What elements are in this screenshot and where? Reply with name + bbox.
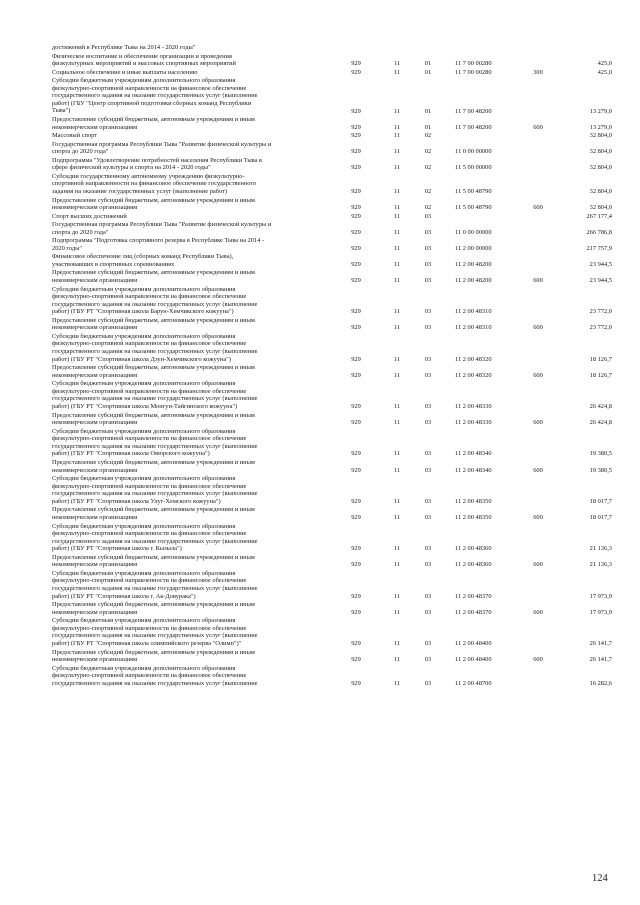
table-row	[0, 649, 640, 664]
code-section: 11	[393, 228, 401, 236]
code-target-article: 11 2 00 48350	[455, 497, 492, 505]
code-org: 929	[351, 592, 361, 600]
code-target-article: 11 0 00 00000	[455, 148, 492, 156]
table-row	[0, 475, 640, 505]
code-org: 929	[351, 545, 361, 553]
code-org: 929	[351, 276, 361, 284]
table-row	[0, 141, 640, 156]
table-row	[0, 617, 640, 647]
code-target-article: 11 2 00 00000	[455, 244, 492, 252]
amount: 16 282,6	[589, 679, 612, 687]
code-subsection: 03	[424, 513, 432, 521]
code-section: 11	[393, 164, 401, 172]
code-subsection: 02	[424, 148, 432, 156]
code-section: 11	[393, 466, 401, 474]
code-section: 11	[393, 324, 401, 332]
table-row	[0, 554, 640, 569]
amount: 23 944,5	[589, 276, 612, 284]
code-expense-type: 600	[533, 466, 543, 474]
code-target-article: 11 2 00 48370	[455, 592, 492, 600]
code-subsection: 03	[424, 656, 432, 664]
amount: 19 380,5	[589, 450, 612, 458]
amount: 32 804,0	[589, 164, 612, 172]
code-section: 11	[393, 60, 401, 68]
code-org: 929	[351, 371, 361, 379]
row-name: Предоставление субсидий бюджетным, автономным учреждениям и иным некоммерческим организациям	[52, 553, 255, 569]
amount: 32 804,0	[589, 188, 612, 195]
code-org: 929	[351, 148, 361, 156]
code-subsection: 01	[424, 123, 432, 131]
row-name: Финансовое обеспечение лиц (сборных команд Республики Тыва), участвовавших в спортивных соревнованиях	[52, 253, 234, 268]
code-target-article: 11 2 00 48320	[455, 355, 492, 363]
code-section: 11	[393, 403, 401, 411]
code-subsection: 01	[424, 60, 432, 68]
code-org: 929	[351, 132, 361, 140]
code-section: 11	[393, 371, 401, 379]
code-section: 11	[393, 107, 401, 115]
code-org: 929	[351, 188, 361, 195]
amount: 13 279,0	[589, 107, 612, 115]
page-number: 124	[592, 873, 608, 884]
row-name: Субсидии бюджетным учреждениям дополнительного образования физкультурно-спортивной направленности на финансовое обеспечение государственного задания на оказание государственных услуг (выполнение работ) (ГБУ "Центр спортивной подготовки сборных команд Республики Тыва")	[52, 77, 258, 115]
code-subsection: 02	[424, 204, 432, 212]
row-name: Социальное обеспечение и иные выплаты населению	[52, 68, 198, 76]
code-section: 11	[393, 640, 401, 648]
amount: 23 772,0	[589, 324, 612, 332]
code-section: 11	[393, 244, 401, 252]
code-target-article: 11 2 00 48350	[455, 513, 492, 521]
row-name: Субсидии бюджетным учреждениям дополнительного образования физкультурно-спортивной направленности на финансовое обеспечение государственного задания на оказание государственных услуг (выполнение работ) (ГБУ РТ "Спортивная школа Монгун-Тайгинского кожууна")	[52, 380, 258, 411]
code-expense-type: 600	[533, 371, 543, 379]
code-expense-type: 600	[533, 204, 543, 212]
code-expense-type: 600	[533, 419, 543, 427]
code-section: 11	[393, 497, 401, 505]
code-org: 929	[351, 679, 361, 687]
row-name: Государственная программа Республики Тыва "Развитие физической культуры и спорта до 2020 года"	[52, 140, 272, 156]
row-name: Предоставление субсидий бюджетным, автономным учреждениям и иным некоммерческим организациям	[52, 364, 255, 379]
code-subsection: 03	[424, 450, 432, 458]
amount: 18 126,7	[589, 371, 612, 379]
code-subsection: 03	[424, 640, 432, 648]
amount: 32 804,0	[589, 132, 612, 140]
table-row	[0, 157, 640, 172]
code-org: 929	[351, 466, 361, 474]
table-row	[0, 286, 640, 316]
code-org: 929	[351, 355, 361, 363]
code-section: 11	[393, 212, 401, 220]
code-target-article: 11 2 00 48330	[455, 419, 492, 427]
table-row	[0, 333, 640, 363]
amount: 425,0	[597, 60, 612, 68]
code-section: 11	[393, 123, 401, 131]
amount: 267 177,4	[586, 212, 612, 220]
amount: 266 786,8	[586, 228, 612, 236]
code-section: 11	[393, 204, 401, 212]
code-section: 11	[393, 188, 401, 195]
row-name: Массовый спорт	[52, 132, 98, 140]
table-row	[0, 197, 640, 212]
row-name: Предоставление субсидий бюджетным, автономным учреждениям и иным некоммерческим организациям	[52, 648, 255, 664]
code-section: 11	[393, 679, 401, 687]
code-section: 11	[393, 592, 401, 600]
table-row	[0, 77, 640, 115]
table-row	[0, 364, 640, 379]
row-name: Субсидии бюджетным учреждениям дополнительного образования физкультурно-спортивной направленности на финансовое обеспечение государственного задания на оказание государственных услуг (выполнение работ) (ГБУ РТ "Спортивная школа Дзун-Хемчикского кожууна")	[52, 332, 258, 363]
code-subsection: 03	[424, 403, 432, 411]
row-name: Предоставление субсидий бюджетным, автономным учреждениям и иным некоммерческим организациям	[52, 116, 255, 131]
table-row	[0, 506, 640, 521]
code-org: 929	[351, 123, 361, 131]
code-org: 929	[351, 107, 361, 115]
code-org: 929	[351, 419, 361, 427]
code-org: 929	[351, 324, 361, 332]
amount: 26 141,7	[589, 656, 612, 664]
table-row	[0, 173, 640, 196]
code-subsection: 03	[424, 561, 432, 569]
table-row	[0, 459, 640, 474]
code-target-article: 11 2 00 48310	[455, 308, 492, 316]
table-row	[0, 412, 640, 427]
code-expense-type: 600	[533, 324, 543, 332]
code-target-article: 11 2 00 48700	[455, 679, 492, 687]
amount: 18 017,7	[589, 497, 612, 505]
table-row	[0, 523, 640, 553]
code-subsection: 03	[424, 608, 432, 616]
code-subsection: 03	[424, 497, 432, 505]
table-row	[0, 380, 640, 410]
code-subsection: 03	[424, 371, 432, 379]
code-org: 929	[351, 212, 361, 220]
code-section: 11	[393, 608, 401, 616]
code-target-article: 11 2 00 48360	[455, 545, 492, 553]
code-target-article: 11 2 00 48340	[455, 450, 492, 458]
row-name: Предоставление субсидий бюджетным, автономным учреждениям и иным некоммерческим организациям	[52, 411, 255, 427]
row-name: Субсидии бюджетным учреждениям дополнительного образования физкультурно-спортивной направленности на финансовое обеспечение государственного задания на оказание государственных услуг (выполнение работ) (ГБУ РТ "Спортивная школа г. Ак-Довурака")	[52, 569, 258, 600]
code-expense-type: 600	[533, 513, 543, 521]
table-row	[0, 213, 640, 221]
code-org: 929	[351, 403, 361, 411]
table-row	[0, 69, 640, 77]
table-row	[0, 116, 640, 131]
code-org: 929	[351, 164, 361, 172]
code-subsection: 01	[424, 107, 432, 115]
amount: 19 380,5	[589, 466, 612, 474]
amount: 21 136,3	[589, 545, 612, 553]
code-subsection: 03	[424, 592, 432, 600]
code-expense-type: 600	[533, 608, 543, 616]
code-section: 11	[393, 656, 401, 664]
row-name: Спорт высших достижений	[52, 212, 127, 220]
code-org: 929	[351, 308, 361, 316]
code-org: 929	[351, 244, 361, 252]
table-row	[0, 269, 640, 284]
code-section: 11	[393, 276, 401, 284]
code-target-article: 11 2 00 48400	[455, 640, 492, 648]
row-name: Предоставление субсидий бюджетным, автономным учреждениям и иным некоммерческим организациям	[52, 601, 255, 616]
code-org: 929	[351, 260, 361, 268]
code-target-article: 11 7 00 00280	[455, 68, 492, 76]
code-section: 11	[393, 148, 401, 156]
amount: 26 424,8	[589, 403, 612, 411]
code-target-article: 11 5 00 48790	[455, 204, 492, 212]
amount: 17 973,9	[589, 608, 612, 616]
code-subsection: 03	[424, 276, 432, 284]
code-org: 929	[351, 68, 361, 76]
code-target-article: 11 2 00 48320	[455, 371, 492, 379]
code-subsection: 03	[424, 466, 432, 474]
code-org: 929	[351, 656, 361, 664]
row-name: Государственная программа Республики Тыва "Развитие физической культуры и спорта до 2020 года"	[52, 221, 272, 236]
amount: 18 126,7	[589, 355, 612, 363]
code-org: 929	[351, 60, 361, 68]
code-target-article: 11 2 00 48310	[455, 324, 492, 332]
table-row	[0, 665, 640, 688]
code-org: 929	[351, 450, 361, 458]
code-target-article: 11 2 00 48330	[455, 403, 492, 411]
amount: 18 017,7	[589, 513, 612, 521]
code-subsection: 03	[424, 355, 432, 363]
row-name: Подпрограмма "Подготовка спортивного резерва в Республике Тыва на 2014 - 2020 годы"	[52, 237, 265, 252]
amount: 26 141,7	[589, 640, 612, 648]
amount: 217 757,9	[586, 244, 612, 252]
code-section: 11	[393, 450, 401, 458]
amount: 32 804,0	[589, 148, 612, 156]
code-section: 11	[393, 561, 401, 569]
code-section: 11	[393, 132, 401, 140]
code-org: 929	[351, 228, 361, 236]
code-org: 929	[351, 204, 361, 212]
code-target-article: 11 7 00 00280	[455, 60, 492, 68]
row-name: Субсидии бюджетным учреждениям дополнительного образования физкультурно-спортивной направленности на финансовое обеспечение государственного задания на оказание государственных услуг (выполнение работ) (ГБУ РТ "Спортивная школа олимпийского резерва "Олимп")"	[52, 617, 258, 648]
code-org: 929	[351, 640, 361, 648]
row-name: Субсидии государственному автономному учреждению физкультурно- спортивной направленности на финансовое обеспечение государственного задания на оказание государственных услуг (выполнение работ)	[52, 172, 257, 195]
row-name: Субсидии бюджетным учреждениям дополнительного образования физкультурно-спортивной направленности на финансовое обеспечение государственного задания на оказание государственных услуг (выполнение работ) (ГБУ РТ "Спортивная школа Улуг-Хемского кожууна")	[52, 475, 258, 505]
table-row	[0, 221, 640, 236]
code-expense-type: 600	[533, 123, 543, 131]
table-row	[0, 237, 640, 252]
row-name: Субсидии бюджетным учреждениям дополнительного образования физкультурно-спортивной направленности на финансовое обеспечение государственного задания на оказание государственных услуг (выполнение работ) (ГБУ РТ "Спортивная школа Овюрского кожууна")	[52, 427, 258, 458]
row-name: достижений в Республике Тыва на 2014 - 2020 годы"	[52, 44, 196, 51]
row-name: Физическое воспитание и обеспечение организации и проведения физкультурных мероприятий и массовых спортивных мероприятий	[52, 52, 236, 68]
code-subsection: 03	[424, 228, 432, 236]
table-row	[0, 317, 640, 332]
code-target-article: 11 2 00 48200	[455, 276, 492, 284]
code-subsection: 03	[424, 679, 432, 687]
row-name: Предоставление субсидий бюджетным, автономным учреждениям и иным некоммерческим организациям	[52, 459, 255, 474]
code-expense-type: 300	[533, 68, 543, 76]
table-row	[0, 44, 640, 52]
amount: 32 804,0	[589, 204, 612, 212]
code-subsection: 03	[424, 419, 432, 427]
code-target-article: 11 2 00 48200	[455, 260, 492, 268]
code-target-article: 11 0 00 00000	[455, 228, 492, 236]
code-target-article: 11 5 00 48790	[455, 188, 492, 195]
code-subsection: 03	[424, 545, 432, 553]
code-expense-type: 600	[533, 656, 543, 664]
row-name: Предоставление субсидий бюджетным, автономным учреждениям и иным некоммерческим организациям	[52, 506, 255, 521]
code-target-article: 11 7 00 48200	[455, 107, 492, 115]
code-subsection: 03	[424, 308, 432, 316]
row-name: Предоставление субсидий бюджетным, автономным учреждениям и иным некоммерческим организациям	[52, 196, 255, 212]
code-subsection: 01	[424, 68, 432, 76]
code-target-article: 11 2 00 48400	[455, 656, 492, 664]
code-org: 929	[351, 561, 361, 569]
row-name: Предоставление субсидий бюджетным, автономным учреждениям и иным некоммерческим организациям	[52, 269, 255, 284]
code-target-article: 11 2 00 48340	[455, 466, 492, 474]
code-org: 929	[351, 497, 361, 505]
code-subsection: 03	[424, 244, 432, 252]
code-subsection: 02	[424, 132, 432, 140]
code-section: 11	[393, 68, 401, 76]
amount: 23 944,5	[589, 260, 612, 268]
amount: 13 279,0	[589, 123, 612, 131]
code-subsection: 03	[424, 324, 432, 332]
code-section: 11	[393, 419, 401, 427]
table-row	[0, 132, 640, 140]
code-target-article: 11 7 00 48200	[455, 123, 492, 131]
amount: 17 973,9	[589, 592, 612, 600]
row-name: Субсидии бюджетным учреждениям дополнительного образования физкультурно-спортивной направленности на финансовое обеспечение государственного задания на оказание государственных услуг (выполнение работ) (ГБУ РТ "Спортивная школа г. Кызыла")	[52, 522, 258, 553]
code-org: 929	[351, 608, 361, 616]
row-name: Предоставление субсидий бюджетным, автономным учреждениям и иным некоммерческим организациям	[52, 316, 255, 332]
table-row	[0, 428, 640, 458]
code-target-article: 11 2 00 48370	[455, 608, 492, 616]
code-section: 11	[393, 260, 401, 268]
code-subsection: 03	[424, 260, 432, 268]
amount: 23 772,0	[589, 308, 612, 316]
code-expense-type: 600	[533, 561, 543, 569]
table-row	[0, 570, 640, 600]
table-row	[0, 53, 640, 68]
code-section: 11	[393, 308, 401, 316]
code-expense-type: 600	[533, 276, 543, 284]
amount: 26 424,8	[589, 419, 612, 427]
code-org: 929	[351, 513, 361, 521]
amount: 425,0	[597, 68, 612, 76]
code-section: 11	[393, 545, 401, 553]
table-row	[0, 601, 640, 616]
table-row	[0, 253, 640, 268]
amount: 21 136,3	[589, 561, 612, 569]
row-name: Субсидии бюджетным учреждениям дополнительного образования физкультурно-спортивной направленности на финансовое обеспечение государственного задания на оказание государственных услуг (выполнение работ) (ГБУ РТ "Спортивная школа Барун-Хемчикского кожууна")	[52, 285, 258, 316]
row-name: Субсидии бюджетным учреждениям дополнительного образования физкультурно-спортивной направленности на финансовое обеспечение государственного задания на оказание государственных услуг (выполнение	[52, 664, 258, 687]
code-target-article: 11 2 00 48360	[455, 561, 492, 569]
code-subsection: 02	[424, 164, 432, 172]
code-subsection: 02	[424, 188, 432, 195]
code-section: 11	[393, 513, 401, 521]
code-section: 11	[393, 355, 401, 363]
row-name: Подпрограмма "Удовлетворение потребностей населения Республики Тыва в сфере физической культуры и спорта на 2014 - 2020 годы"	[52, 156, 263, 172]
code-subsection: 03	[424, 212, 432, 220]
code-target-article: 11 5 00 00000	[455, 164, 492, 172]
